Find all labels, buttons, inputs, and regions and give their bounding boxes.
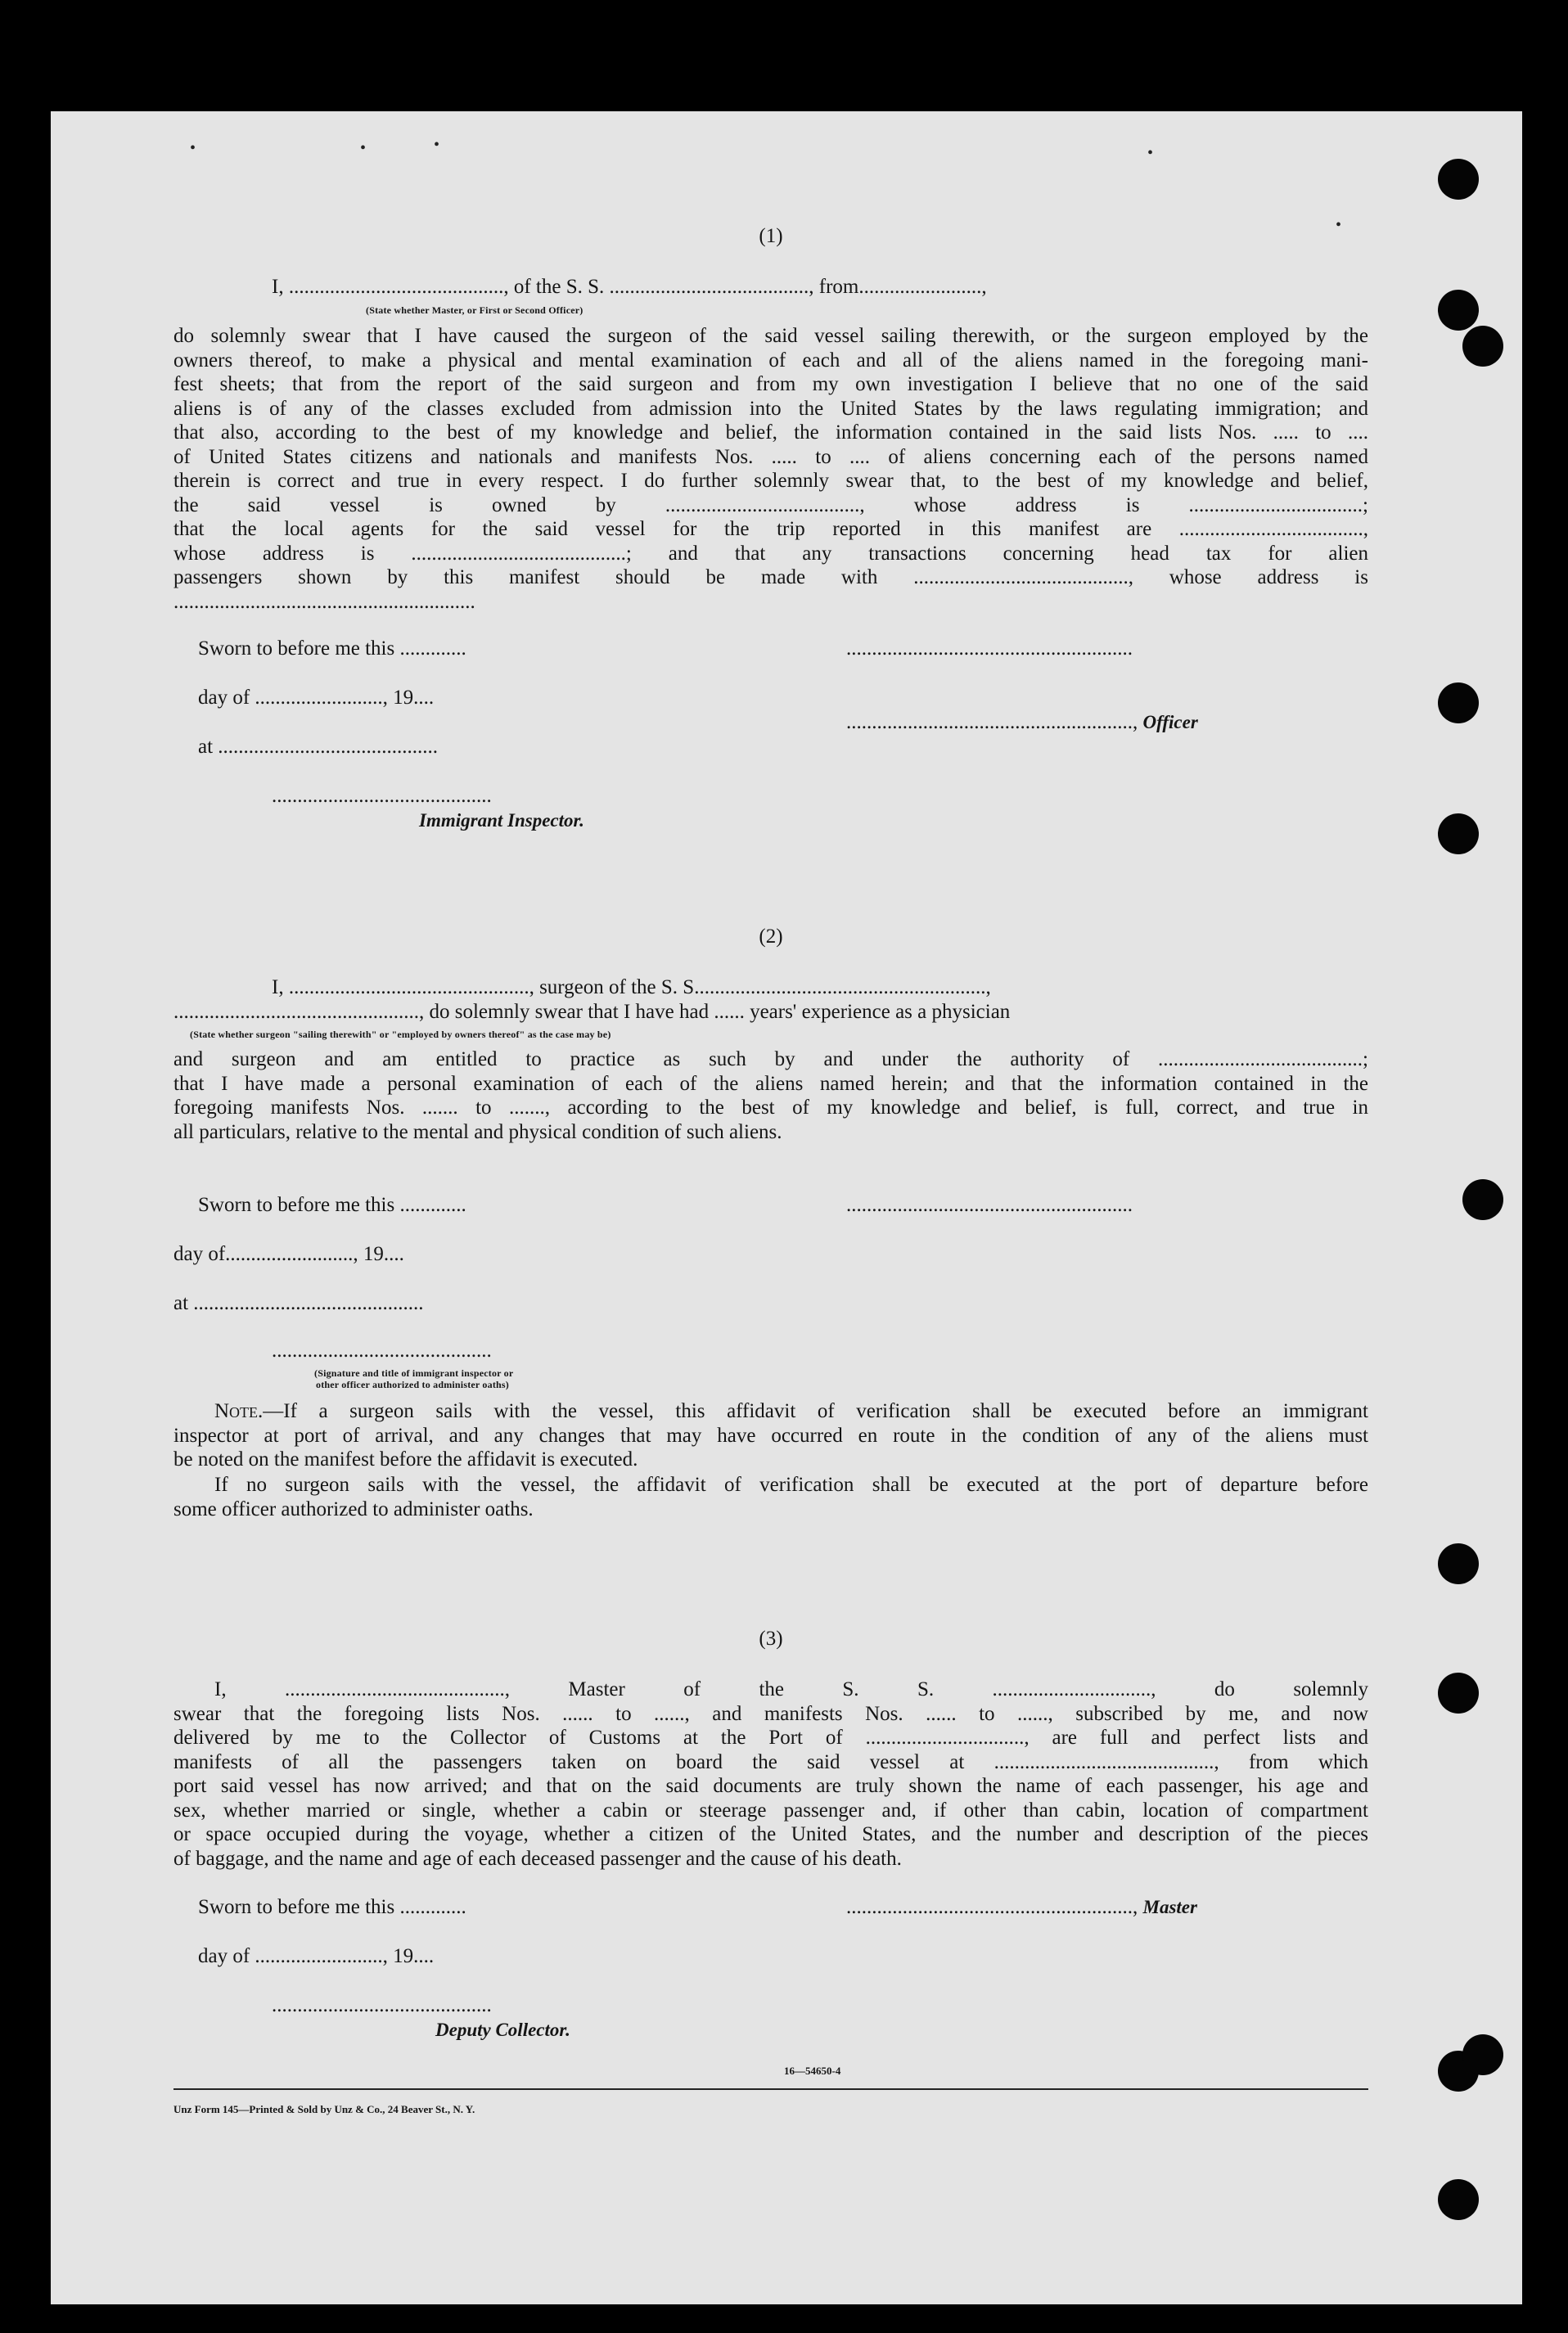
note-line: be noted on the manifest before the affidavit is executed. bbox=[173, 1448, 638, 1471]
signature-role: Master bbox=[1142, 1897, 1197, 1917]
officer-line: ........................................................, Officer bbox=[846, 711, 1198, 733]
binder-hole bbox=[1438, 1673, 1479, 1714]
binder-hole bbox=[1438, 1543, 1479, 1584]
paragraph-line: of United States citizens and nationals and manifests Nos. ..... to .... of aliens concerning each of the persons named bbox=[173, 445, 1368, 468]
sworn-line: Sworn to before me this ............. bbox=[198, 1896, 466, 1918]
deputy-collector-label: Deputy Collector. bbox=[435, 2020, 570, 2040]
right-signature-dots: ........................................................ bbox=[846, 1194, 1133, 1216]
binder-hole bbox=[1438, 290, 1479, 331]
section-2-first-line: I, ..............................................., surgeon of the S. S........................................................., bbox=[272, 976, 991, 998]
form-code: 16—54650-4 bbox=[784, 2065, 841, 2077]
at-line: at ........................................... bbox=[198, 736, 439, 758]
printer-credit: Unz Form 145—Printed & Sold by Unz & Co., 24 Beaver St., N. Y. bbox=[173, 2103, 475, 2115]
binder-hole bbox=[1462, 1179, 1503, 1220]
paragraph-line: owners thereof, to make a physical and mental examination of each and all of the aliens named in the foregoing mani- bbox=[173, 349, 1368, 372]
paragraph-line: manifests of all the passengers taken on board the said vessel at ..........................................., from which bbox=[173, 1750, 1368, 1773]
paragraph-line: the said vessel is owned by ......................................, whose address is ..................................; bbox=[173, 493, 1368, 516]
day-of-line: day of ........................., 19.... bbox=[198, 1945, 435, 1967]
signature-role: Officer bbox=[1142, 712, 1198, 732]
section-2-number: (2) bbox=[759, 926, 783, 948]
binder-hole bbox=[1438, 159, 1479, 200]
binder-hole bbox=[1438, 2179, 1479, 2220]
section-3-number: (3) bbox=[759, 1628, 783, 1650]
paragraph-line: do solemnly swear that I have caused the surgeon of the said vessel sailing therewith, or the surgeon employed by the bbox=[173, 325, 1368, 347]
section-1-paragraph bbox=[173, 324, 1368, 614]
section-2-second-line: ................................................, do solemnly swear that I have had ...... years' experience as a physician bbox=[173, 1001, 1011, 1023]
binder-hole bbox=[1462, 2034, 1503, 2075]
scan-speck: • bbox=[190, 139, 196, 157]
note-line: some officer authorized to administer oaths. bbox=[173, 1498, 534, 1520]
paragraph-line: or space occupied during the voyage, whether a citizen of the United States, and the number and description of the pieces bbox=[173, 1823, 1368, 1845]
paragraph-line: delivered by me to the Collector of Customs at the Port of ..............................., are full and perfect lists and bbox=[173, 1727, 1368, 1749]
paragraph-line: aliens is of any of the classes excluded from admission into the United States by the laws regulating immigration; and bbox=[173, 397, 1368, 420]
section-2-second-line-note: (State whether surgeon "sailing therewith" or "employed by owners thereof" as the case may be) bbox=[190, 1029, 611, 1040]
signature-note-2: other officer authorized to administer oaths) bbox=[316, 1379, 509, 1390]
note-line: If no surgeon sails with the vessel, the affidavit of verification shall be executed at the port of departure before bbox=[214, 1474, 1368, 1496]
paragraph-line: that also, according to the best of my knowledge and belief, the information contained in the said lists Nos. ..... to .... bbox=[173, 421, 1368, 444]
paragraph-line: all particulars, relative to the mental and physical condition of such aliens. bbox=[173, 1120, 782, 1143]
footer-rule bbox=[173, 2088, 1368, 2090]
officer-dots-top: ........................................................ bbox=[846, 637, 1133, 660]
note2-paragraph bbox=[173, 1473, 1368, 1521]
paragraph-line: ........................................................... bbox=[173, 590, 475, 613]
sworn-line: Sworn to before me this ............. bbox=[198, 637, 466, 660]
paragraph-line: and surgeon and am entitled to practice as such by and under the authority of ........................................; bbox=[173, 1048, 1368, 1070]
paragraph-line: that I have made a personal examination of each of the aliens named herein; and that the information contained in the bbox=[173, 1072, 1368, 1095]
binder-hole bbox=[1438, 682, 1479, 723]
paragraph-line: whose address is ..........................................; and that any transactions concerning head tax for alien bbox=[173, 542, 1368, 565]
day-of-line: day of........................., 19.... bbox=[173, 1243, 404, 1265]
signature-note-1: (Signature and title of immigrant inspector or bbox=[314, 1367, 514, 1379]
binder-hole bbox=[1438, 813, 1479, 854]
immigrant-inspector-label: Immigrant Inspector. bbox=[419, 810, 584, 831]
section-1-first-line: I, .........................................., of the S. S. ......................................., from........................, bbox=[272, 276, 987, 298]
scan-speck: • bbox=[434, 136, 440, 154]
note-line: —If a surgeon sails with the vessel, this affidavit of verification shall be executed before an immigrant bbox=[263, 1400, 1368, 1422]
master-line: ........................................................, Master bbox=[846, 1896, 1197, 1918]
note-lead: Note. bbox=[214, 1400, 264, 1422]
paragraph-line: sex, whether married or single, whether a cabin or steerage passenger and, if other than cabin, location of compartment bbox=[173, 1799, 1368, 1822]
section-2-paragraph bbox=[173, 1047, 1368, 1144]
section-1-number: (1) bbox=[759, 225, 783, 247]
note-paragraph bbox=[173, 1399, 1368, 1472]
scan-speck: • bbox=[1147, 144, 1154, 162]
paragraph-line: foregoing manifests Nos. ....... to ......., according to the best of my knowledge and belief, is full, correct, and true in bbox=[173, 1097, 1368, 1119]
binder-hole bbox=[1462, 326, 1503, 367]
paragraph-line: therein is correct and true in every respect. I do further solemnly swear that, to the best of my knowledge and belief, bbox=[173, 470, 1368, 492]
signature-dots: ........................................... bbox=[272, 1340, 492, 1362]
at-line: at ............................................. bbox=[173, 1292, 424, 1314]
collector-dots: ........................................... bbox=[272, 1994, 492, 2016]
note-first-line bbox=[173, 1399, 1368, 1424]
scan-speck: • bbox=[1336, 216, 1342, 234]
manifest-page bbox=[51, 111, 1522, 2304]
paragraph-line: I, ..........................................., Master of the S. S. ..............................., do solemnly bbox=[214, 1678, 1368, 1700]
note-line: inspector at port of arrival, and any changes that may have occurred en route in the condition of any of the aliens must bbox=[173, 1424, 1368, 1447]
sworn-line: Sworn to before me this ............. bbox=[198, 1194, 466, 1216]
section-1-first-line-note: (State whether Master, or First or Second Officer) bbox=[366, 304, 583, 316]
paragraph-line: port said vessel has now arrived; and that on the said documents are truly shown the name of each passenger, his age and bbox=[173, 1775, 1368, 1797]
paragraph-line: that the local agents for the said vessel for the trip reported in this manifest are ...................................., bbox=[173, 518, 1368, 540]
paragraph-line: of baggage, and the name and age of each deceased passenger and the cause of his death. bbox=[173, 1847, 902, 1870]
scan-speck: • bbox=[360, 139, 367, 157]
paragraph-line: passengers shown by this manifest should be made with .........................................., whose address is bbox=[173, 566, 1368, 588]
inspector-dots: ........................................... bbox=[272, 785, 492, 807]
section-3-paragraph bbox=[173, 1678, 1368, 1871]
paragraph-line: swear that the foregoing lists Nos. ...... to ......, and manifests Nos. ...... to ......, subscribed by me, and now bbox=[173, 1702, 1368, 1725]
paragraph-line: fest sheets; that from the report of the said surgeon and from my own investigation I believe that no one of the said bbox=[173, 373, 1368, 395]
day-of-line: day of ........................., 19.... bbox=[198, 687, 435, 709]
